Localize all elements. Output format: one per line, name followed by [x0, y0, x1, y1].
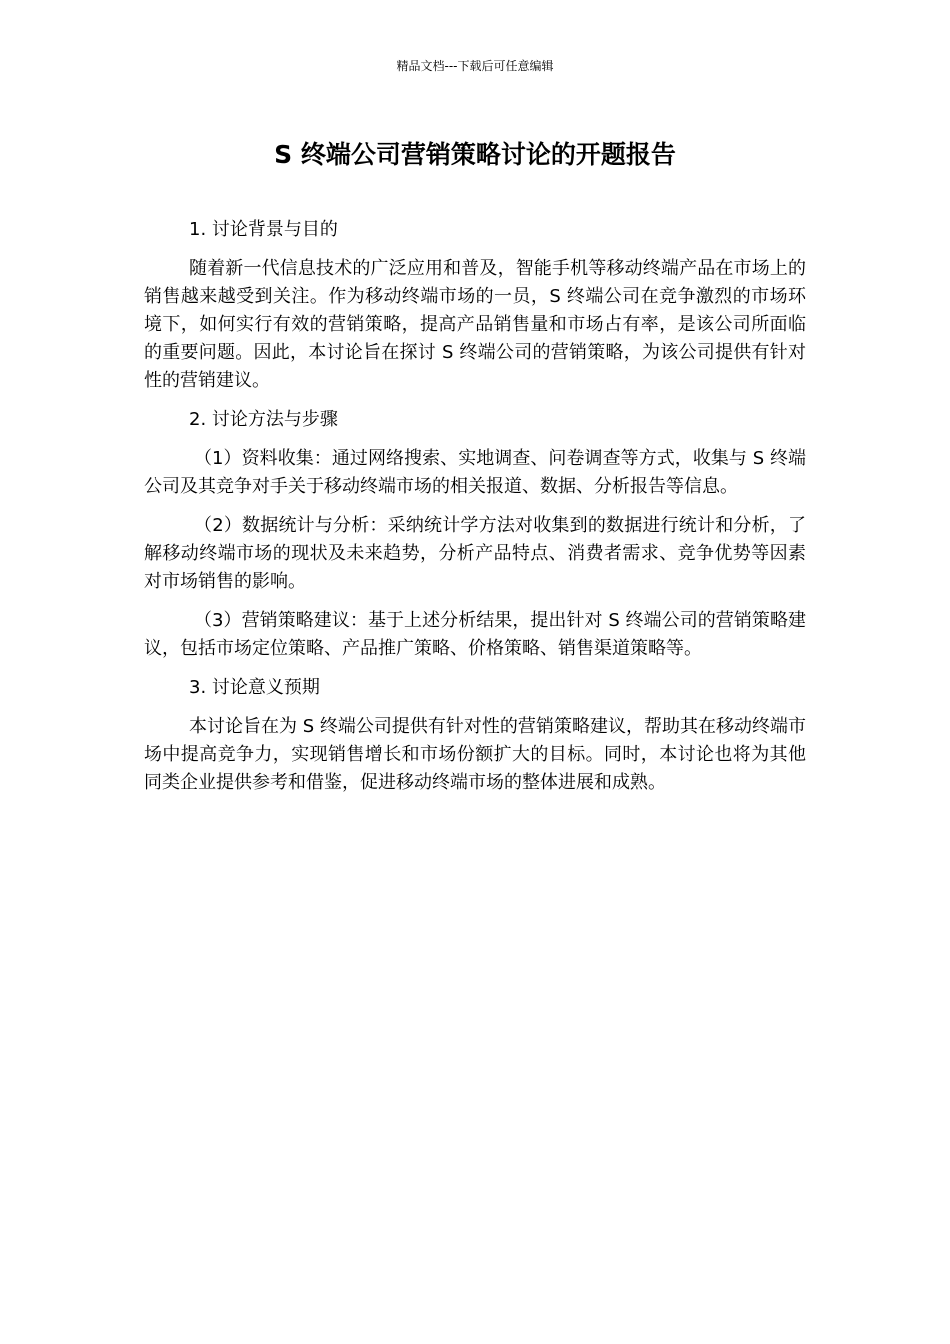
section-heading-methods: 2. 讨论方法与步骤 — [189, 409, 338, 430]
page-header-watermark: 精品文档---下载后可任意编辑 — [396, 59, 554, 73]
document-title: S 终端公司营销策略讨论的开题报告 — [274, 140, 676, 169]
significance-paragraph: 本讨论旨在为 S 终端公司提供有针对性的营销策略建议，帮助其在移动终端市场中提高竞争力，实现销售增长和市场份额扩大的目标。同时，本讨论也将为其他同类企业提供参考和借鉴，促进移动终端市场的整体进展和成熟。 — [144, 716, 806, 793]
background-paragraph: 随着新一代信息技术的广泛应用和普及，智能手机等移动终端产品在市场上的销售越来越受到关注。作为移动终端市场的一员，S 终端公司在竞争激烈的市场环境下，如何实行有效的营销策略，提高产品销售量和市场占有率，是该公司所面临的重要问题。因此，本讨论旨在探讨 S 终端公司的营销策略，为该公司提供有针对性的营销建议。 — [144, 258, 806, 391]
section-heading-significance: 3. 讨论意义预期 — [189, 677, 320, 698]
section-heading-background: 1. 讨论背景与目的 — [189, 219, 338, 240]
method-item-statistics-analysis: （2）数据统计与分析：采纳统计学方法对收集到的数据进行统计和分析，了解移动终端市场的现状及未来趋势，分析产品特点、消费者需求、竞争优势等因素对市场销售的影响。 — [144, 515, 806, 592]
method-item-strategy-suggestions: （3）营销策略建议：基于上述分析结果，提出针对 S 终端公司的营销策略建议，包括市场定位策略、产品推广策略、价格策略、销售渠道策略等。 — [144, 610, 806, 659]
document-body — [144, 216, 806, 808]
method-item-data-collection: （1）资料收集：通过网络搜索、实地调查、问卷调查等方式，收集与 S 终端公司及其竞争对手关于移动终端市场的相关报道、数据、分析报告等信息。 — [144, 448, 806, 497]
